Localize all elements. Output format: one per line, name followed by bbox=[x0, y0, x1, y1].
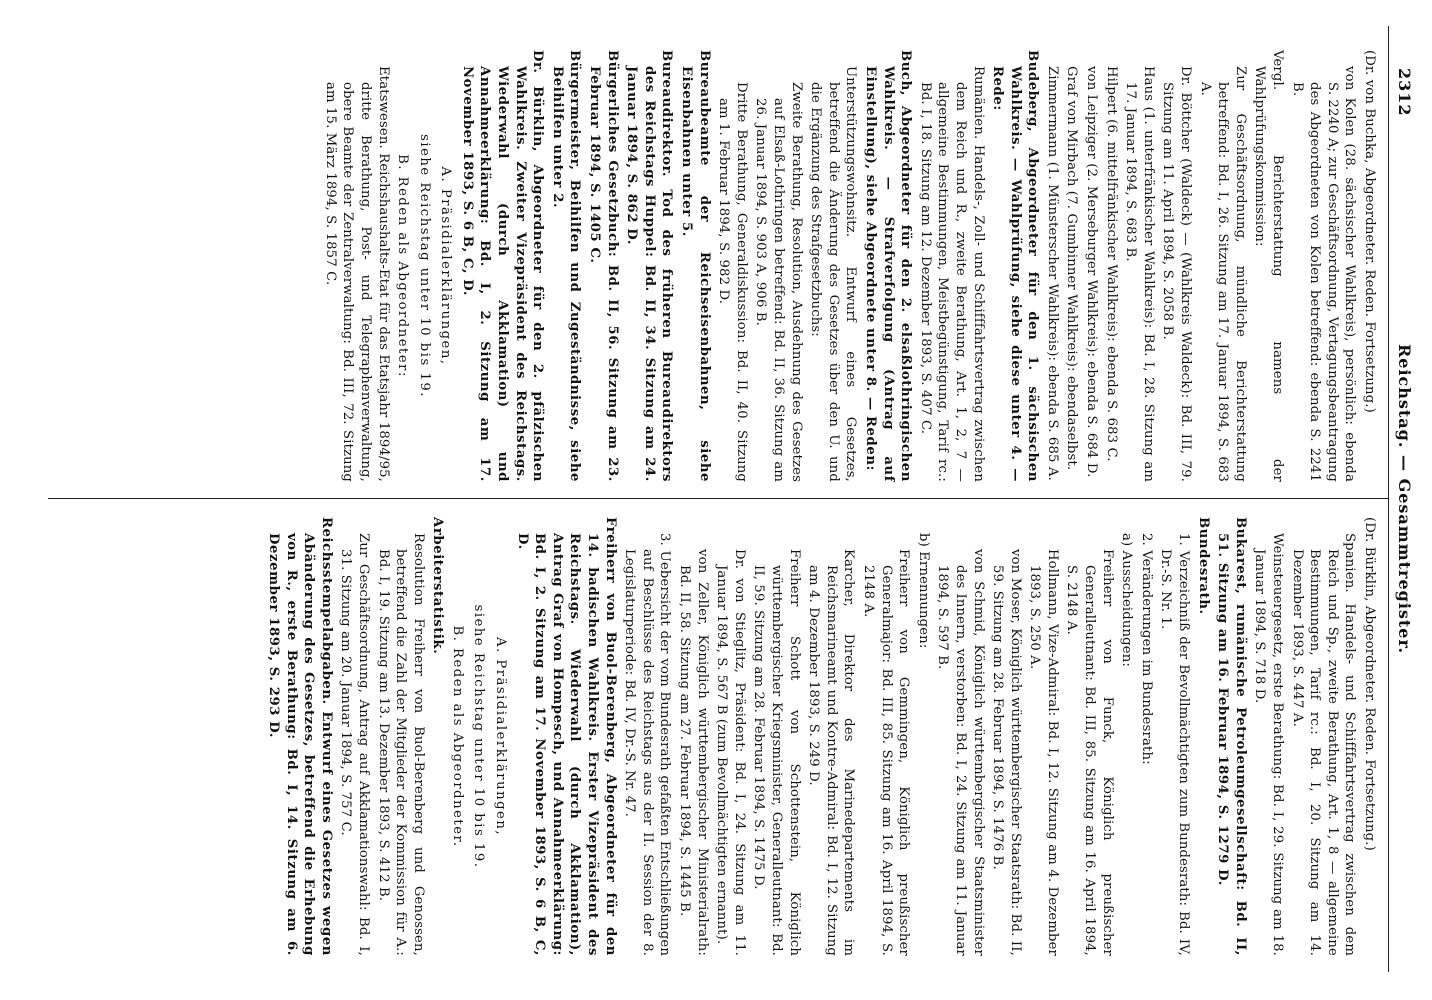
entry-subitem: von Kolen (28. sächsischer Wahlkreis), persönlich: ebenda S. 2240 A; zur Geschäftsordnung, Vertagungsbeantragung des Abgeordneten von Kolen betreffend: ebenda S. 2241 B. bbox=[1289, 66, 1358, 482]
section-reference: siehe Reichstag unter 10 bis 19. bbox=[416, 134, 432, 398]
page-header bbox=[1388, 26, 1418, 972]
entry-subitem: 1. Verzeichniß der Bevollmächtigten zum Bundesrath: Bd. IV, Dr.-S. Nr. 1. bbox=[1158, 533, 1192, 956]
entry-subitem: von Zeller, Königlich württembergischer Ministerialrath: Bd. II, 58. Sitzung am 27. Februar 1894, S. 1445 B. bbox=[677, 549, 710, 956]
entry-cross-reference: Vergl. Berichterstattung namens der Wahlprüfungskommission: bbox=[1252, 50, 1286, 482]
entry-subitem: von Schmid, Königlich württembergischer Staatsminister des Innern, verstorben: Bd. I, 24. Sitzung am 11. Januar 1894, S. 597 B. bbox=[935, 549, 986, 956]
entry-subitem: b) Ernennungen: bbox=[915, 533, 931, 649]
entry-bureaudirektor: Bureaudirektor. Tod des früheren Bureaudirektors des Reichstags Huppel: Bd. II, 34. Sitzung am 24. Januar 1894, S. 862 D. bbox=[624, 50, 675, 482]
entry-subitem: Unterstützungswohnsitz. Entwurf eines Gesetzes, betreffend die Änderung des Gesetzes über den U. und die Ergänzung des Strafgesetzbuchs: bbox=[808, 66, 859, 482]
entry-subitem: Zur Geschäftsordnung, Antrag auf Akklamationswahl: Bd. I, 31. Sitzung am 20. Januar 1894, S. 757 C. bbox=[338, 533, 371, 956]
entry-bundesrath: Bundesrath. bbox=[1195, 517, 1211, 615]
entry-buergerliches-gesetzbuch: Bürgerliches Gesetzbuch: Bd. II, 56. Sitzung am 23. Februar 1894, S. 1405 C. bbox=[587, 50, 620, 482]
page-number: 2312 bbox=[1395, 68, 1414, 117]
entry-continuation-heading: (Dr. von Buchka, Abgeordneter. Reden. Fortsetzung.) bbox=[1362, 50, 1377, 413]
entry-buol-berenberg: Freiherr von Buol-Berenberg, Abgeordneter für den 14. badischen Wahlkreis. Erster Vizepräsident des Reichstags. Wiederwahl (durch Akklamation), Antrag Graf von Hompesch, und Annahmeerklärung: Bd. I, 2. Sitzung am 17. November 1893, S. 6 B, C, D. bbox=[514, 517, 618, 956]
entry-buergermeister: Bürgermeister, Beihilfen und Zugeständnisse, siehe Beihilfen unter 2. bbox=[549, 50, 583, 482]
entry-budeberg: Budeberg, Abgeordneter für den 1. sächsischen Wahlkreis. — Wahlprüfung, siehe diese unter 4. — Rede: bbox=[990, 50, 1041, 482]
entry-subitem: Resolution Freiherr von Buol-Berenberg und Genossen, betreffend die Zahl der Mitglieder der Kommission für A.: Bd. I, 19. Sitzung am 13. Dezember 1893, S. 412 B. bbox=[375, 533, 426, 956]
entry-subitem: Freiherr von Funck, Königlich preußischer Generalleutnant: Bd. III, 85. Sitzung am 16. April 1894, S. 2148 A. bbox=[1064, 549, 1115, 956]
entry-continuation-heading: (Dr. Bürklin, Abgeordneter. Reden. Fortsetzung.) bbox=[1362, 517, 1377, 851]
right-column bbox=[48, 499, 1388, 972]
entry-subitem: a) Ausscheidungen: bbox=[1119, 533, 1135, 667]
entry-reichsstempelabgaben: Reichsstempelabgaben. Entwurf eines Gesetzes wegen Abänderung des Gesetzes, betreffend die Erhebung von R., erste Berathung: Bd. I, 14. Sitzung am 6. Dezember 1893, S. 293 D. bbox=[265, 517, 334, 956]
entry-subitem: Zur Geschäftsordnung, mündliche Berichterstattung betreffend: Bd. I, 26. Sitzung am 17. Januar 1894, S. 683 A. bbox=[1197, 66, 1248, 482]
running-head: Reichstag. — Gesammtregister. bbox=[1395, 343, 1414, 655]
header-rule bbox=[1388, 26, 1389, 972]
entry-subitem: Etatswesen. Reichshaushalts-Etat für das Etatsjahr 1894/95, dritte Berathung, Post- und Telegraphenverwaltung, obere Beamte der Zentralverwaltung: Bd. III, 72. Sitzung am 15. März 1894, S. 1857 C. bbox=[322, 66, 391, 482]
entry-subitem: Graf von Mirbach (7. Gumbinner Wahlkreis): ebendaselbst. bbox=[1064, 66, 1080, 471]
entry-arbeiterstatistik: Arbeiterstatistik. bbox=[430, 517, 446, 655]
text-columns bbox=[48, 26, 1388, 972]
section-reference: siehe Reichstag unter 10 bis 19. bbox=[471, 604, 487, 869]
section-heading: B. Reden als Abgeordneter: bbox=[395, 154, 411, 378]
entry-subitem: Dr. Böttcher (Waldeck) — (Wahlkreis Waldeck): Bd. III, 79. Sitzung am 11. April 1894, S. 2058 B. bbox=[1160, 66, 1194, 482]
entry-subitem: Hilpert (6. mittelfränkischer Wahlkreis): ebenda S. 683 C. bbox=[1103, 66, 1119, 462]
entry-subitem: Freiherr Schott von Schottenstein, Königlich württembergischer Kriegsminister, Generalleutnant: Bd. II, 59. Sitzung am 28. Februar 1894, S. 1475 D. bbox=[751, 549, 802, 956]
entry-subitem: Karcher, Direktor des Marinedepartements im Reichsmarineamt und Kontre-Admiral: Bd. I, 12. Sitzung am 4. Dezember 1893, S. 249 D. bbox=[806, 549, 857, 956]
entry-subitem: 3. Uebersicht der vom Bundesrath gefaßten Entschließungen auf Beschlüsse des Reichstags aus der II. Session der 8. Legislaturperiode: Bd. IV, Dr.-S. Nr. 47. bbox=[622, 533, 673, 956]
entry-subitem: Dr. von Stieglitz, Präsident: Bd. I, 24. Sitzung am 11. Januar 1894, S. 567 B (zum Bevollmächtigten ernannt). bbox=[714, 549, 747, 956]
entry-subitem: Zimmermann (1. Münsterscher Wahlkreis): ebenda S. 685 A. bbox=[1044, 66, 1060, 481]
entry-subitem: Haus (1. unterfränkischer Wahlkreis): Bd. I, 28. Sitzung am 17. Januar 1894, S. 683 B. bbox=[1123, 66, 1156, 482]
entry-bukarest: Bukarest, rumänische Petroleumgesellschaft: Bd. II, 51. Sitzung am 16. Februar 1894, S. 1279 D. bbox=[1215, 517, 1248, 956]
entry-subitem: von Moser, Königlich württembergischer Staatsrath: Bd. II, 59. Sitzung am 28. Februar 1894, S. 1476 B. bbox=[990, 549, 1023, 956]
left-column bbox=[48, 26, 1388, 499]
section-heading: B. Reden als Abgeordneter. bbox=[449, 625, 465, 848]
entry-buch: Buch, Abgeordneter für den 2. elsaßlothringischen Wahlkreis. — Strafverfolgung (Antrag auf Einstellung), siehe Abgeordnete unter 8. — Reden: bbox=[862, 50, 914, 482]
entry-buerklin: Dr. Bürklin, Abgeordneter für den 2. pfälzischen Wahlkreis. Zweiter Vizepräsident des Reichstags. Wiederwahl (durch Akklamation) und Annahmeerklärung: Bd. I, 2. Sitzung am 17. November 1893, S. 6 B, C, D. bbox=[459, 50, 546, 482]
entry-bureaubeamte: Bureaubeamte der Reichseisenbahnen, siehe Eisenbahnen unter 5. bbox=[679, 50, 712, 482]
entry-subitem: Hollmann, Vize-Admiral: Bd. I, 12. Sitzung am 4. Dezember 1893, S. 250 A. bbox=[1027, 549, 1060, 956]
entry-subitem: Rumänien. Handels-, Zoll- und Schifffahrtsvertrag zwischen dem Reich und R., zweite Berathung, Art. 1, 2, 7 — allgemeine Bestimmungen, Meistbegünstigung, Tarif rc.: Bd. I, 18. Sitzung am 12. Dezember 1893, S. 407 C. bbox=[917, 66, 986, 482]
entry-subitem: 2. Veränderungen im Bundesrath: bbox=[1138, 533, 1154, 765]
section-heading: A. Präsidialerklärungen, bbox=[493, 636, 509, 837]
section-heading: A. Präsidialerklärungen, bbox=[438, 166, 454, 366]
entry-subitem: Spanien. Handels- und Schifffahrtsvertrag zwischen dem Reich und Sp., zweite Berathung, Art. 1, 8 — allgemeine Bestimmungen, Tarif rc.: Bd. I, 20. Sitzung am 14. Dezember 1893, S. 447 A. bbox=[1289, 533, 1358, 956]
entry-subitem: Dritte Berathung, Generaldiskussion: Bd. II, 40. Sitzung am 1. Februar 1894, S. 982 D. bbox=[716, 82, 749, 482]
entry-subitem: Weinsteuergesetz, erste Berathung: Bd. I, 29. Sitzung am 18. Januar 1894, S. 718 D. bbox=[1252, 533, 1286, 956]
entry-subitem: von Leipziger (2. Merseburger Wahlkreis): ebenda S. 684 D. bbox=[1084, 66, 1100, 478]
entry-subitem: Freiherr von Gemmingen, Königlich preußischer Generalmajor: Bd. III, 85. Sitzung am 16. April 1894, S. 2148 A. bbox=[860, 549, 912, 956]
entry-subitem: Zweite Berathung, Resolution, Ausdehnung des Gesetzes auf Elsaß-Lothringen betreffend: Bd. II, 36. Sitzung am 26. Januar 1894, S. 903 A, 906 B. bbox=[753, 82, 804, 482]
